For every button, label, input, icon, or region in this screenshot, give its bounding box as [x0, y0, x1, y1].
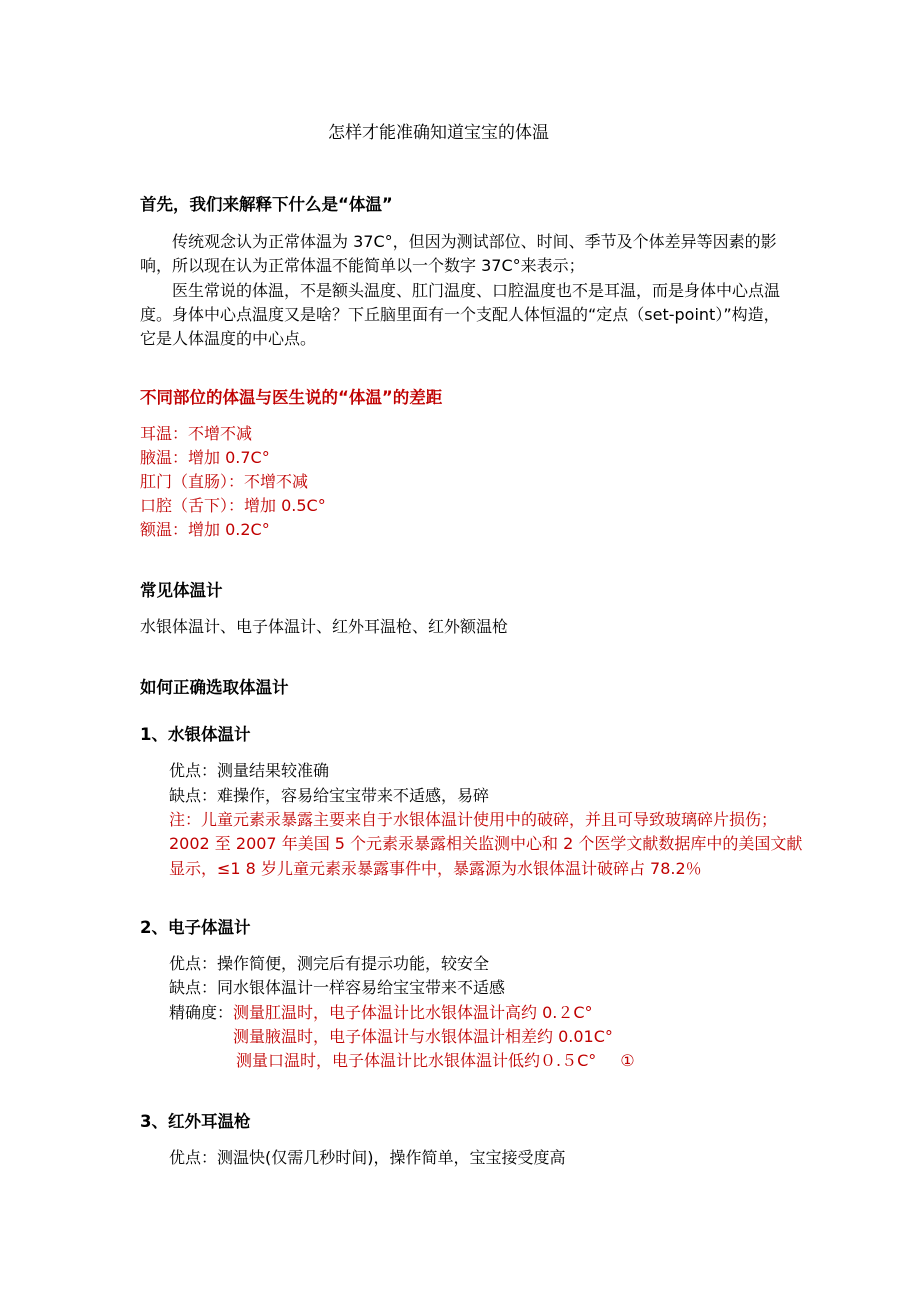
paragraph-line: 它是人体温度的中心点。	[140, 329, 317, 348]
footnote-marker: ①	[620, 1051, 635, 1070]
subsection-heading-electronic: 2、电子体温计	[140, 918, 251, 937]
subsection-heading-infrared-ear: 3、红外耳温枪	[140, 1112, 251, 1131]
list-item: 腋温：增加 0.7C°	[140, 448, 270, 467]
accuracy-label: 精确度：	[169, 1003, 234, 1022]
paragraph-line: 传统观念认为正常体温为 37C°，但因为测试部位、时间、季节及个体差异等因素的影	[172, 232, 777, 251]
mercury-note-line: 显示，≤1 8 岁儿童元素汞暴露事件中，暴露源为水银体温计破碎占 78.2％	[169, 859, 702, 878]
list-item: 口腔（舌下）：增加 0.5C°	[140, 496, 326, 515]
accuracy-rectal: 测量肛温时，电子体温计比水银体温计高约 0.２C°	[233, 1003, 593, 1022]
paragraph-line: 响，所以现在认为正常体温不能简单以一个数字 37C°来表示；	[140, 256, 585, 275]
paragraph-line: 度。身体中心点温度又是啥？下丘脑里面有一个支配人体恒温的“定点（set-point）”构造，	[140, 305, 780, 324]
list-item: 额温：增加 0.2C°	[140, 520, 270, 539]
list-item: 肛门（直肠）：不增不减	[140, 472, 309, 491]
list-item: 耳温：不增不减	[140, 424, 253, 443]
section-heading-how-to-choose: 如何正确选取体温计	[140, 678, 289, 697]
subsection-heading-mercury: 1、水银体温计	[140, 725, 251, 744]
electronic-pros: 优点：操作简便，测完后有提示功能，较安全	[169, 954, 490, 973]
mercury-cons: 缺点：难操作，容易给宝宝带来不适感，易碎	[169, 786, 490, 805]
accuracy-oral	[236, 1049, 635, 1073]
electronic-accuracy-line	[169, 1001, 593, 1025]
page-title: 怎样才能准确知道宝宝的体温	[328, 123, 549, 143]
section-heading-body-part-differences: 不同部位的体温与医生说的“体温”的差距	[140, 388, 443, 407]
mercury-note-line: 注：儿童元素汞暴露主要来自于水银体温计使用中的破碎，并且可导致玻璃碎片损伤；	[169, 810, 778, 829]
section-heading-body-temperature: 首先，我们来解释下什么是“体温”	[140, 195, 393, 214]
paragraph-line: 医生常说的体温，不是额头温度、肛门温度、口腔温度也不是耳温，而是身体中心点温	[172, 281, 781, 300]
mercury-pros: 优点：测量结果较准确	[169, 761, 330, 780]
accuracy-oral-text: 测量口温时，电子体温计比水银体温计低约０.５C°	[236, 1051, 597, 1070]
thermometer-types-text: 水银体温计、电子体温计、红外耳温枪、红外额温枪	[140, 617, 509, 636]
section-heading-common-thermometers: 常见体温计	[140, 581, 223, 600]
electronic-cons: 缺点：同水银体温计一样容易给宝宝带来不适感	[169, 978, 506, 997]
mercury-note-line: 2002 至 2007 年美国 5 个元素汞暴露相关监测中心和 2 个医学文献数据库中的美国文献	[169, 834, 803, 853]
infrared-ear-pros: 优点：测温快(仅需几秒时间)，操作简单，宝宝接受度高	[169, 1148, 566, 1167]
accuracy-axillary: 测量腋温时，电子体温计与水银体温计相差约 0.01C°	[233, 1027, 613, 1046]
